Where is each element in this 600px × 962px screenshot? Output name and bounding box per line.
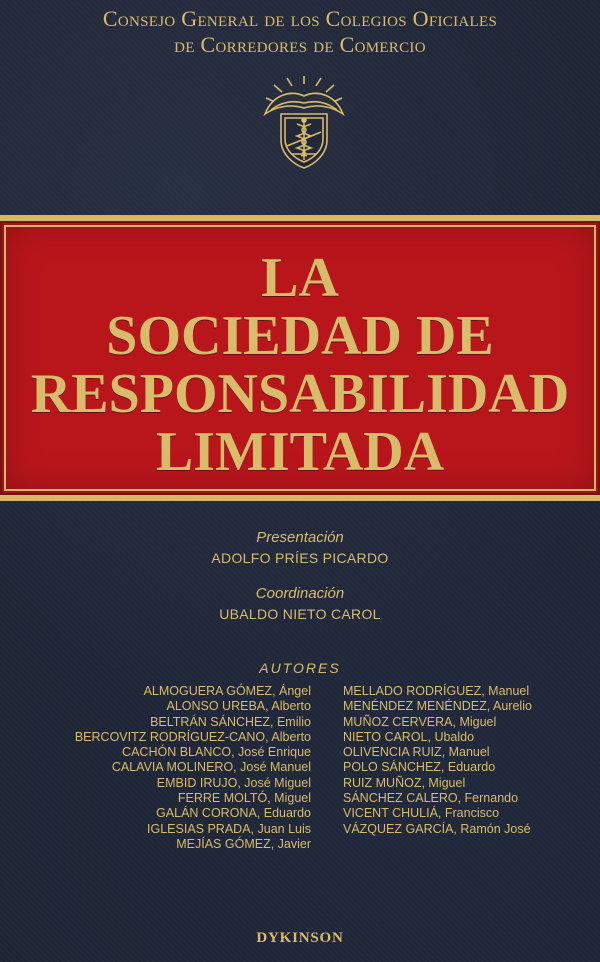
publisher-line-2: de Corredores de Comercio	[174, 32, 426, 57]
presentation-name: ADOLFO PRÍES PICARDO	[211, 550, 389, 566]
author-name: MELLADO RODRÍGUEZ, Manuel	[343, 684, 530, 698]
author-name: VÁZQUEZ GARCÍA, Ramón José	[343, 821, 531, 836]
coordination-credit	[0, 584, 600, 624]
coordination-role: Coordinación	[255, 585, 345, 602]
book-title	[0, 249, 600, 481]
authors-heading: AUTORES	[259, 660, 341, 676]
author-name: ALONSO UREBA, Alberto	[166, 699, 311, 714]
author-name: CALAVIA MOLINERO, José Manuel	[111, 760, 311, 775]
author-name: FERRE MOLTÓ, Miguel	[177, 791, 311, 806]
author-name: GALÁN CORONA, Eduardo	[156, 806, 311, 821]
author-name: IGLESIAS PRADA, Juan Luis	[147, 821, 311, 836]
title-line-1: LA	[261, 247, 339, 309]
title-panel	[0, 215, 600, 501]
author-name: EMBID IRUJO, José Miguel	[156, 775, 311, 790]
presentation-credit	[0, 528, 600, 568]
author-name: BERCOVITZ RODRÍGUEZ-CANO, Alberto	[74, 729, 311, 744]
author-name: MUÑOZ CERVERA, Miguel	[343, 714, 497, 729]
coordination-name: UBALDO NIETO CAROL	[219, 606, 381, 622]
author-name: RUIZ MUÑOZ, Miguel	[343, 775, 466, 790]
author-name: ALMOGUERA GÓMEZ, Ángel	[143, 684, 311, 698]
caduceus-crest-emblem-icon	[257, 74, 351, 172]
author-name: MENÉNDEZ MENÉNDEZ, Aurelio	[343, 699, 532, 714]
author-name: SÁNCHEZ CALERO, Fernando	[343, 791, 519, 806]
title-line-4: LIMITADA	[155, 421, 445, 483]
author-name: POLO SÁNCHEZ, Eduardo	[343, 760, 496, 775]
author-name: NIETO CAROL, Ubaldo	[343, 729, 475, 744]
presentation-role: Presentación	[256, 529, 344, 546]
author-name: BELTRÁN SÁNCHEZ, Emilio	[150, 714, 311, 729]
author-name: OLIVENCIA RUIZ, Manuel	[343, 745, 490, 760]
author-name: CACHÓN BLANCO, José Enrique	[122, 745, 311, 760]
author-name: VICENT CHULIÁ, Francisco	[343, 806, 500, 821]
publisher-line-1: Consejo General de los Colegios Oficiales	[102, 6, 498, 31]
authors-left-column	[75, 684, 311, 852]
publisher-imprint: DYKINSON	[256, 930, 344, 946]
title-line-2: SOCIEDAD DE	[106, 305, 494, 367]
authors-right-column	[343, 684, 532, 837]
title-line-3: RESPONSABILIDAD	[30, 363, 570, 425]
publisher-header	[0, 6, 600, 58]
author-name: MEJÍAS GÓMEZ, Javier	[176, 836, 311, 851]
